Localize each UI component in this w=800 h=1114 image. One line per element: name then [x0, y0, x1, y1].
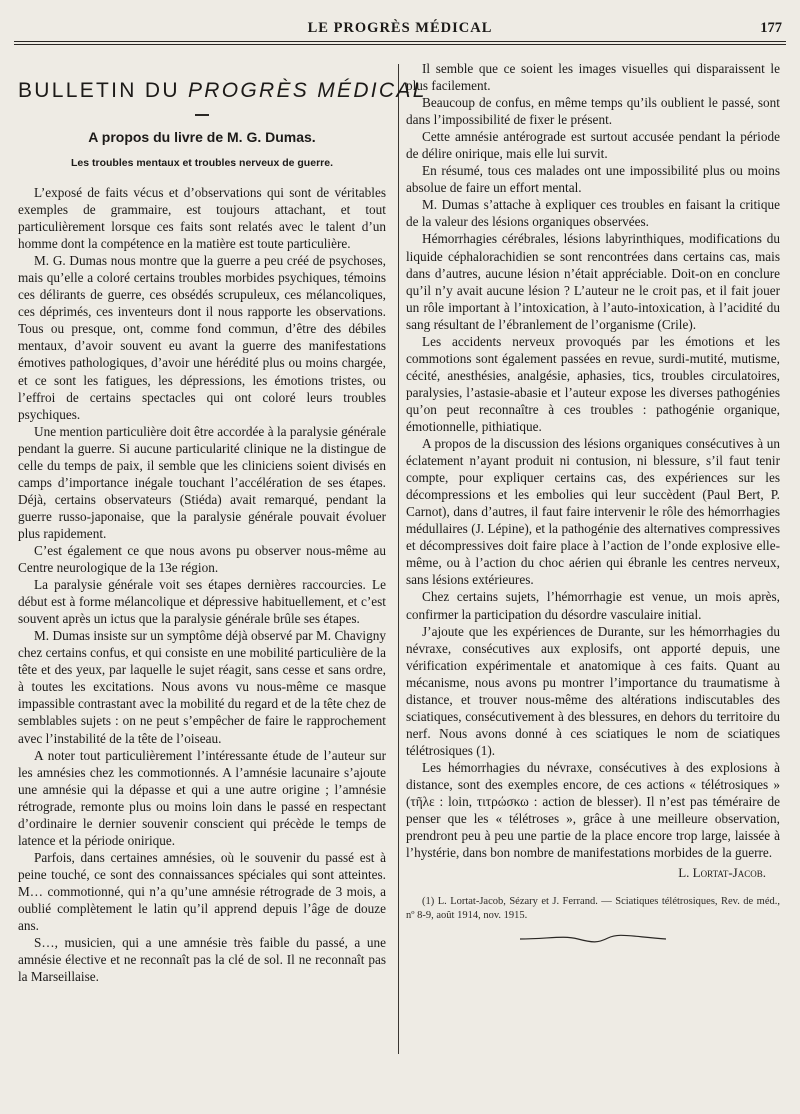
paragraph: S…, musicien, qui a une amnésie très faible du passé, a une amnésie élective et ne reconnaît pas la clé de sol. Il ne reconnaît pas la Marseillaise. — [18, 935, 386, 985]
paragraph: Cette amnésie antérograde est surtout accusée pendant la période de délire onirique, mais elle lui survit. — [406, 129, 780, 162]
heading-dash — [195, 114, 209, 116]
header-rule-bottom — [14, 44, 786, 45]
paragraph: M. Dumas s’attache à expliquer ces troubles en faisant la critique de la valeur des lésions organiques observées. — [406, 197, 780, 230]
paragraph: Il semble que ce soient les images visuelles qui disparaissent le plus facilement. — [406, 61, 780, 94]
author-signature: L. Lortat-Jacob. — [678, 865, 766, 881]
paragraph: En résumé, tous ces malades ont une impossibilité plus ou moins absolue de faire un effort mental. — [406, 163, 780, 196]
footnote: (1) L. Lortat-Jacob, Sézary et J. Ferrand. — Sciatiques télétrosiques, Rev. de méd., nº 8-9, août 1914, nov. 1915. — [406, 896, 780, 921]
paragraph: J’ajoute que les expériences de Durante, sur les hémorrhagies du névraxe, consécutives aux explosifs, ont apporté depuis, une vérification expérimentale et anatomique à ces faits. Quant au mécanisme, nous avons pu montrer l’importance du traumatisme à distance, et trouver nous-même des altérations indiscutables des sciatiques, consécutivement à des blessures, en dehors du territoire du nerf. Nous avons donné à ces sciatiques le nom de sciatiques télétrosiques (1). — [406, 623, 780, 758]
column-divider — [398, 64, 399, 1054]
paragraph: M. G. Dumas nous montre que la guerre a peu créé de psychoses, mais qu’elle a coloré certains troubles morbides psychiques, témoins ces délirants de guerre, ces obsédés scrupuleux, ces mélancoliques, ces déprimés, ces inventeurs dont il nous rapporte les observations. Tous ou presque, ont, comme fond commun, d’être des débiles mentaux, d’avoir souvent eu avant la guerre des manifestations émotives pathologiques, d’avoir une hérédité plus ou moins chargée, et ce sont les fatigues, les dépressions, les émotions tristes, ou l’effroi de certains spectacles qui ont coloré leurs troubles psychiques. — [18, 253, 386, 422]
paragraph: La paralysie générale voit ses étapes dernières raccourcies. Le début est à forme mélancolique et dépressive habituellement, et c’est souvent après un ictus que la paralysie générale brûle ses étapes. — [18, 577, 386, 627]
paragraph: Les hémorrhagies du névraxe, consécutives à des explosions à distance, sont des exemples encore, de ces actions « télétrosiques » (τῆλε : loin, τιτρώσκω : action de blesser). Il n’est pas téméraire de penser que les « télétroses », grâce à une meilleure observation, prendront peu à peu une partie de la place encore trop large, laissée à l’hystérie, dans bon nombre de manifestations morbides de la guerre. — [406, 759, 780, 861]
paragraph: Parfois, dans certaines amnésies, où le souvenir du passé est à peine touché, ce sont des connaissances spéciales qui sont atteintes. M… commotionné, qui n’a qu’une amnésie rétrograde de 3 mois, a oublié complètement le latin qu’il apprend depuis l’âge de douze ans. — [18, 849, 386, 934]
paragraph: Les accidents nerveux provoqués par les émotions et les commotions sont également passées en revue, surdi-mutité, mutisme, cécité, anesthésies, analgésie, aphasies, tics, troubles circulatoires, paralysies, l’astasie-abasie et l’auteur expose les diverses pathogénies qu’on peut reconnaître à ces troubles : pathogénie organique, émotionnelle, pithiatique. — [406, 333, 780, 434]
article-title: A propos du livre de M. G. Dumas. — [88, 129, 316, 145]
bulletin-name: PROGRÈS MÉDICAL — [187, 79, 427, 102]
bulletin-heading — [18, 78, 427, 104]
paragraph: Hémorrhagies cérébrales, lésions labyrinthiques, modifications du liquide céphalorachidien se sont rencontrées dans certains cas, mais dans d’autres, aucune lésion n’était appréciable. Doit-on en conclure qu’il n’y avait aucune lésion ? L’auteur ne le croit pas, et il fait jouer un rôle important à l’intoxication, à l’auto-intoxication, à l’acidité du sang résultant de l’ébranlement de l’organisme (Crile). — [406, 231, 780, 332]
bulletin-prefix: BULLETIN DU — [18, 79, 188, 102]
paragraph: Chez certains sujets, l’hémorrhagie est venue, un mois après, confirmer la participation du désordre vasculaire initial. — [406, 589, 780, 622]
page-header — [12, 20, 788, 40]
page-number: 177 — [760, 20, 782, 36]
journal-title: LE PROGRÈS MÉDICAL — [307, 20, 493, 36]
paragraph: L’exposé de faits vécus et d’observations qui sont de véritables exemples de grammaire, est toujours attachant, et tout particulièrement lorsque ces faits sont relatés avec le talent d’un homme dont la compétence en la matière est toute particulière. — [18, 185, 386, 252]
flourish-ornament — [518, 932, 668, 946]
left-column — [18, 58, 427, 985]
paragraph: C’est également ce que nous avons pu observer nous-même au Centre neurologique de la 13e région. — [18, 542, 386, 576]
right-column — [406, 60, 780, 946]
paragraph: A propos de la discussion des lésions organiques consécutives à un éclatement n’ayant produit ni contusion, ni blessure, s’il faut tenir compte, pour expliquer certains cas, des expériences sur les décompressions et les embolies qui leur succèdent (Paul Bert, P. Carnot), dans d’autres, il faut faire intervenir le rôle des hémorrhagies médullaires (J. Lépine), et la pathogénie des alternatives compressives et décompressives doit faire place à l’action de l’onde explosive elle-même, ou à l’action du choc aérien qui ébranle les centres nerveux, sans lésions extérieures. — [406, 436, 780, 588]
paragraph: M. Dumas insiste sur un symptôme déjà observé par M. Chavigny chez certains confus, et qui consiste en une mobilité particulière de la tête et des yeux, par laquelle le sujet réagit, sans cesse et sans ordre, à toutes les excitations. Nous avons vu nous-même ce masque impassible contrastant avec la mobilité du regard et de la tête chez de semblables sujets : on ne peut s’empêcher de faire le rapprochement avec l’instabilité de la tête de l’oiseau. — [18, 628, 386, 746]
article-subtitle: Les troubles mentaux et troubles nerveux de guerre. — [71, 157, 333, 169]
header-rule-top — [14, 41, 786, 42]
paragraph: Beaucoup de confus, en même temps qu’ils oublient le passé, sont dans l’impossibilité de fixer le présent. — [406, 95, 780, 128]
paragraph: Une mention particulière doit être accordée à la paralysie générale pendant la guerre. Si aucune particularité clinique ne la distingue de celle du temps de paix, il semble que les cliniciens soient divisés en camps d’importance inégale touchant l’accélération de ses étapes. Déjà, certains observateurs (Stiéda) avait remarqué, pendant la guerre russo-japonaise, que la paralysie générale pouvait évoluer plus rapidement. — [18, 423, 386, 541]
paragraph: A noter tout particulièrement l’intéressante étude de l’auteur sur les amnésies chez les commotionnés. A l’amnésie lacunaire s’ajoute une amnésie qui la dépasse et qui a une autre origine ; l’amnésie rétrograde, remonte plus ou moins loin dans le passé en respectant d’ordinaire le dernier souvenir conscient qui précède le temps de latence et la période onirique. — [18, 747, 386, 848]
